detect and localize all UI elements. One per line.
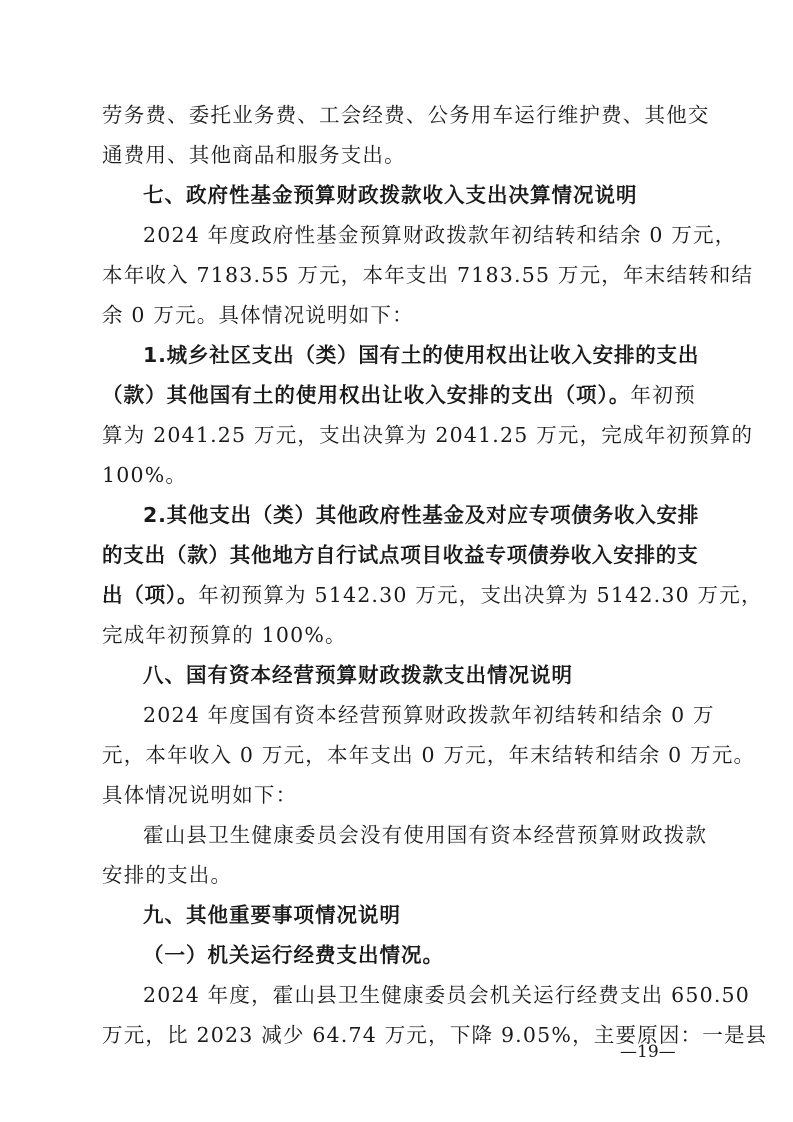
paragraph-line: 2024 年度，霍山县卫生健康委员会机关运行经费支出 650.50 [143, 983, 751, 1007]
subsection-heading-1: （一）机关运行经费支出情况。 [143, 943, 444, 967]
paragraph-line: 霍山县卫生健康委员会没有使用国有资本经营预算财政拨款 [143, 823, 708, 847]
item-2-title-continued: 的支出（款）其他地方自行试点项目收益专项债券收入安排的支 [102, 543, 699, 567]
item-1-text: 年初预 [630, 383, 696, 407]
paragraph-line: 安排的支出。 [102, 863, 233, 887]
paragraph-line: 2024 年度国有资本经营预算财政拨款年初结转和结余 0 万 [143, 703, 715, 727]
section-heading-8: 八、国有资本经营预算财政拨款支出情况说明 [143, 663, 573, 687]
item-2-title-bold: 出（项）。 [102, 583, 199, 607]
paragraph-line: 本年收入 7183.55 万元，本年支出 7183.55 万元，年末结转和结 [102, 263, 754, 287]
section-heading-7: 七、政府性基金预算财政拨款收入支出决算情况说明 [143, 183, 638, 207]
paragraph-line: 余 0 万元。具体情况说明如下： [102, 303, 414, 327]
item-1-title-bold: （款）其他国有土的使用权出让收入安排的支出（项）。 [102, 383, 631, 407]
paragraph-line: 2024 年度政府性基金预算财政拨款年初结转和结余 0 万元， [143, 223, 737, 247]
paragraph-line: 万元，比 2023 减少 64.74 万元，下降 9.05%，主要原因：一是县 [102, 1023, 768, 1047]
paragraph-line: 算为 2041.25 万元，支出决算为 2041.25 万元，完成年初预算的 [102, 423, 754, 447]
paragraph-line: 100%。 [102, 463, 188, 487]
page-number: —19— [620, 1042, 676, 1062]
paragraph-line: 完成年初预算的 100%。 [102, 623, 347, 647]
paragraph-line: 通费用、其他商品和服务支出。 [102, 143, 406, 167]
item-1-title: 1.城乡社区支出（类）国有土的使用权出让收入安排的支出 [143, 343, 700, 367]
section-heading-9: 九、其他重要事项情况说明 [143, 903, 401, 927]
item-2-title: 2.其他支出（类）其他政府性基金及对应专项债务收入安排 [143, 503, 700, 527]
item-1-title-continued [102, 380, 696, 410]
item-2-title-end [102, 580, 763, 610]
paragraph-line: 劳务费、委托业务费、工会经费、公务用车运行维护费、其他交 [102, 103, 710, 127]
paragraph-line: 具体情况说明如下： [102, 783, 298, 807]
item-2-text: 年初预算为 5142.30 万元，支出决算为 5142.30 万元， [198, 583, 763, 607]
paragraph-line: 元，本年收入 0 万元，本年支出 0 万元，年末结转和结余 0 万元。 [102, 743, 756, 767]
